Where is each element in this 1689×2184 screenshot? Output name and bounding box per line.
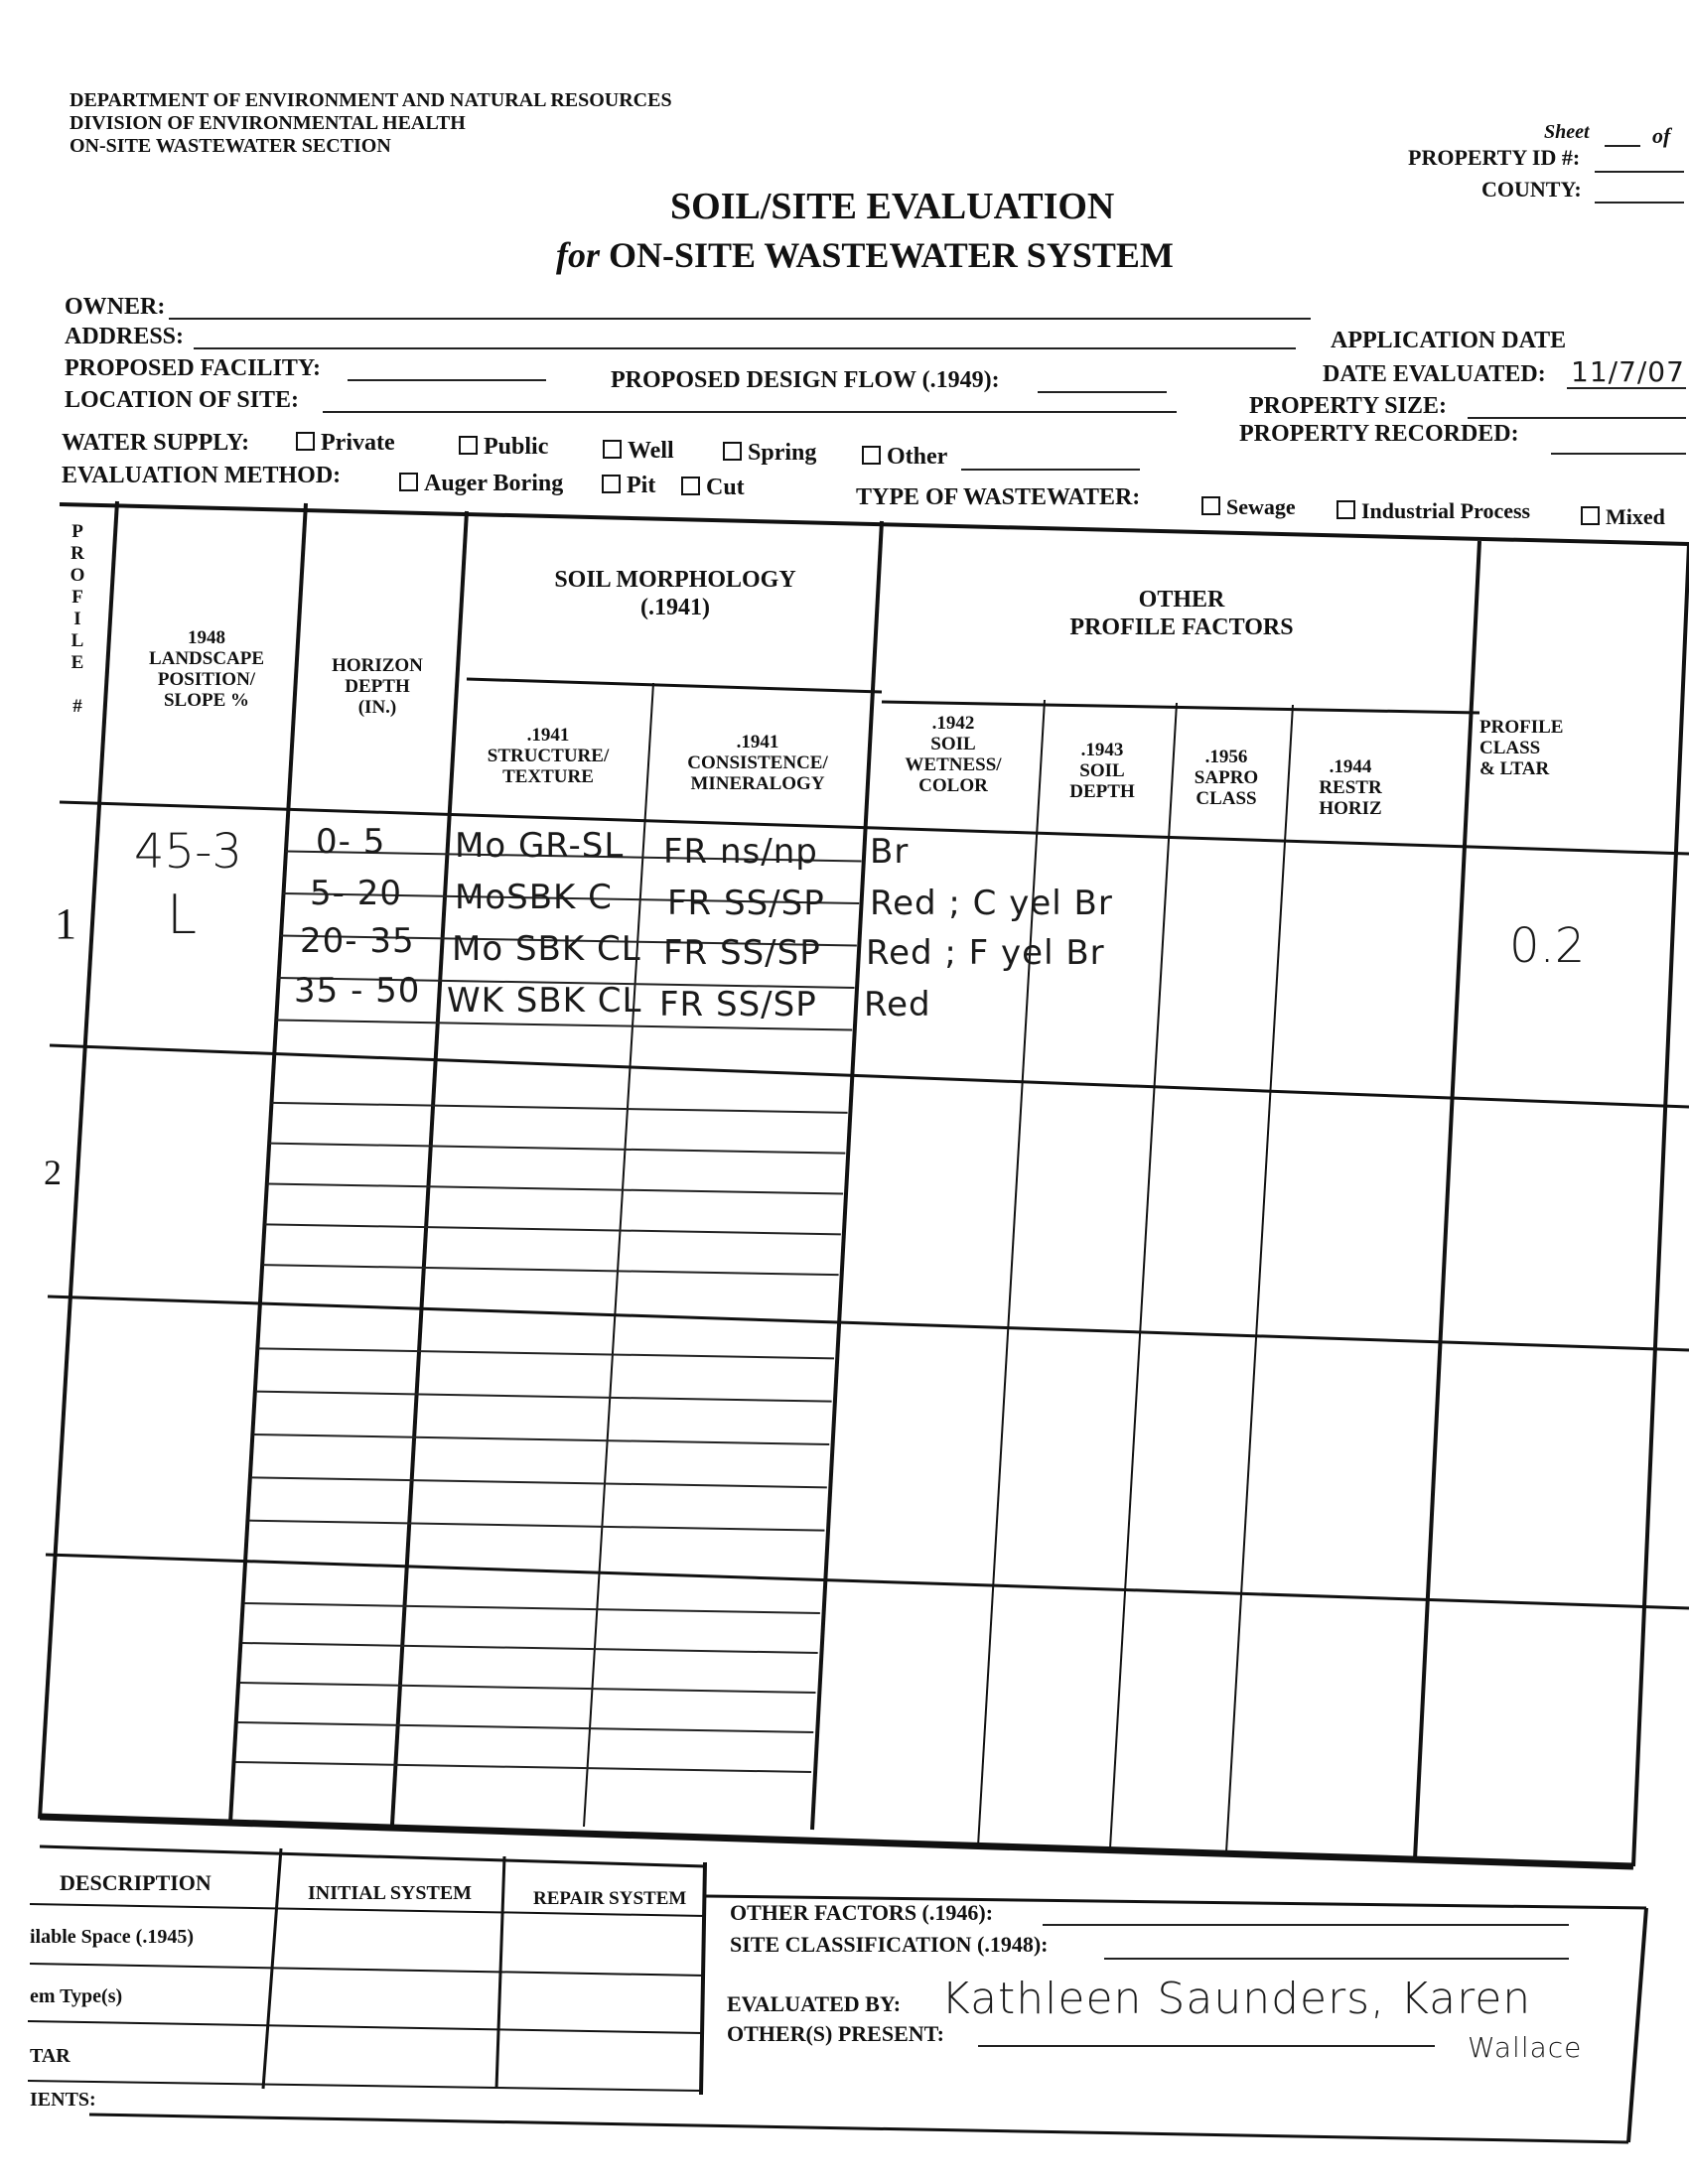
landscape-column-header: 1948 LANDSCAPE POSITION/ SLOPE % — [148, 627, 265, 711]
structure-texture-header: .1941 STRUCTURE/ TEXTURE — [487, 725, 610, 787]
horizon-1-consistence[interactable]: FR ns/np — [663, 832, 818, 872]
evaluated-by-label: EVALUATED BY: — [727, 1991, 902, 2016]
profile-1-number: 1 — [55, 899, 76, 948]
other-profile-factors-header: OTHER PROFILE FACTORS — [1069, 587, 1294, 640]
horizon-4-wetness[interactable]: Red — [864, 985, 931, 1024]
horizon-2-wetness[interactable]: Red ; C yel Br — [870, 884, 1113, 923]
consistence-mineralogy-header: .1941 CONSISTENCE/ MINERALOGY — [687, 732, 828, 794]
restr-horiz-header: .1944 RESTR HORIZ — [1319, 756, 1382, 819]
water-other-checkbox[interactable]: Other — [862, 444, 947, 471]
wastewater-label: TYPE OF WASTEWATER: — [856, 484, 1141, 510]
industrial-process-checkbox[interactable]: Industrial Process — [1337, 498, 1530, 524]
location-label: LOCATION OF SITE: — [65, 387, 300, 413]
horizon-3-depth[interactable]: 20- 35 — [300, 921, 415, 961]
profile-2-number: 2 — [44, 1153, 62, 1192]
soil-depth-header: .1943 SOIL DEPTH — [1069, 740, 1135, 802]
comments-label: IENTS: — [30, 2089, 96, 2111]
owner-label: OWNER: — [65, 294, 166, 320]
available-space-label: ilable Space (.1945) — [30, 1926, 194, 1948]
form-title: SOIL/SITE EVALUATION — [670, 186, 1115, 227]
property-recorded-label: PROPERTY RECORDED: — [1239, 421, 1519, 447]
others-present-label: OTHER(S) PRESENT: — [727, 2021, 945, 2046]
division-name: DIVISION OF ENVIRONMENTAL HEALTH — [70, 112, 466, 134]
evaluated-by-value[interactable]: Kathleen Saunders, Karen — [941, 1974, 1532, 2024]
soil-morphology-header: SOIL MORPHOLOGY (.1941) — [554, 567, 796, 620]
county-label: COUNTY: — [1481, 177, 1582, 202]
profile-1-ltar[interactable]: 0.2 — [1509, 918, 1586, 974]
system-type-label: em Type(s) — [30, 1985, 123, 2007]
horizon-3-wetness[interactable]: Red ; F yel Br — [866, 933, 1105, 973]
soil-wetness-color-header: .1942 SOIL WETNESS/ COLOR — [905, 713, 1002, 796]
horizon-1-structure[interactable]: Mo GR-SL — [455, 826, 625, 866]
horizon-4-consistence[interactable]: FR SS/SP — [659, 985, 817, 1024]
site-classification-field[interactable] — [1104, 1958, 1569, 1960]
others-present-value[interactable]: Wallace — [1468, 2031, 1583, 2064]
others-present-field[interactable] — [978, 2045, 1435, 2047]
subtitle-for: for — [556, 235, 600, 275]
profile-1-landscape[interactable]: 45-3 — [134, 824, 242, 880]
department-name: DEPARTMENT OF ENVIRONMENT AND NATURAL RESOURCES — [70, 89, 672, 111]
application-date-label: APPLICATION DATE — [1331, 328, 1567, 353]
horizon-1-wetness[interactable]: Br — [870, 832, 910, 872]
water-well-checkbox[interactable]: Well — [603, 438, 674, 465]
address-label: ADDRESS: — [65, 324, 185, 349]
water-private-checkbox[interactable]: Private — [296, 430, 395, 457]
sapro-class-header: .1956 SAPRO CLASS — [1194, 747, 1259, 809]
evaluation-method-label: EVALUATION METHOD: — [62, 463, 342, 488]
pit-checkbox[interactable]: Pit — [602, 473, 655, 499]
date-evaluated-value[interactable]: 11/7/07 — [1571, 355, 1685, 388]
profile-1-landscape-position[interactable]: L — [167, 884, 198, 946]
horizon-1-depth[interactable]: 0- 5 — [316, 822, 386, 862]
subtitle-rest: ON-SITE WASTEWATER SYSTEM — [609, 235, 1174, 275]
date-evaluated-label: DATE EVALUATED: — [1323, 361, 1546, 387]
profile-column-header: P R O F I L E # — [70, 521, 85, 717]
other-factors-field[interactable] — [1043, 1924, 1569, 1926]
horizon-2-depth[interactable]: 5- 20 — [310, 874, 402, 913]
horizon-2-structure[interactable]: MoSBK C — [455, 878, 613, 917]
section-name: ON-SITE WASTEWATER SECTION — [70, 135, 391, 157]
water-public-checkbox[interactable]: Public — [459, 434, 548, 461]
auger-boring-checkbox[interactable]: Auger Boring — [399, 471, 563, 497]
horizon-depth-header: HORIZON DEPTH (IN.) — [332, 655, 423, 718]
property-size-label: PROPERTY SIZE: — [1249, 393, 1447, 419]
site-classification-label: SITE CLASSIFICATION (.1948): — [730, 1932, 1049, 1957]
sewage-checkbox[interactable]: Sewage — [1201, 494, 1296, 520]
description-header: DESCRIPTION — [60, 1870, 211, 1895]
sheet-of-label: of — [1652, 123, 1671, 148]
water-spring-checkbox[interactable]: Spring — [723, 440, 816, 467]
property-id-label: PROPERTY ID #: — [1408, 145, 1581, 170]
horizon-2-consistence[interactable]: FR SS/SP — [667, 884, 825, 923]
water-supply-label: WATER SUPPLY: — [62, 430, 250, 456]
horizon-3-structure[interactable]: Mo SBK CL — [452, 929, 641, 969]
cut-checkbox[interactable]: Cut — [681, 475, 745, 501]
sheet-label: Sheet — [1544, 121, 1590, 143]
design-flow-label: PROPOSED DESIGN FLOW (.1949): — [611, 367, 1000, 393]
initial-system-header: INITIAL SYSTEM — [308, 1882, 473, 1904]
proposed-facility-label: PROPOSED FACILITY: — [65, 355, 322, 381]
horizon-4-depth[interactable]: 35 - 50 — [294, 971, 421, 1011]
profile-class-ltar-header: PROFILE CLASS & LTAR — [1479, 717, 1564, 779]
horizon-4-structure[interactable]: WK SBK CL — [447, 981, 642, 1021]
mixed-checkbox[interactable]: Mixed — [1581, 504, 1665, 530]
ltar-label: TAR — [30, 2045, 70, 2067]
other-factors-label: OTHER FACTORS (.1946): — [730, 1900, 994, 1925]
horizon-3-consistence[interactable]: FR SS/SP — [663, 933, 821, 973]
repair-system-header: REPAIR SYSTEM — [533, 1888, 687, 1909]
